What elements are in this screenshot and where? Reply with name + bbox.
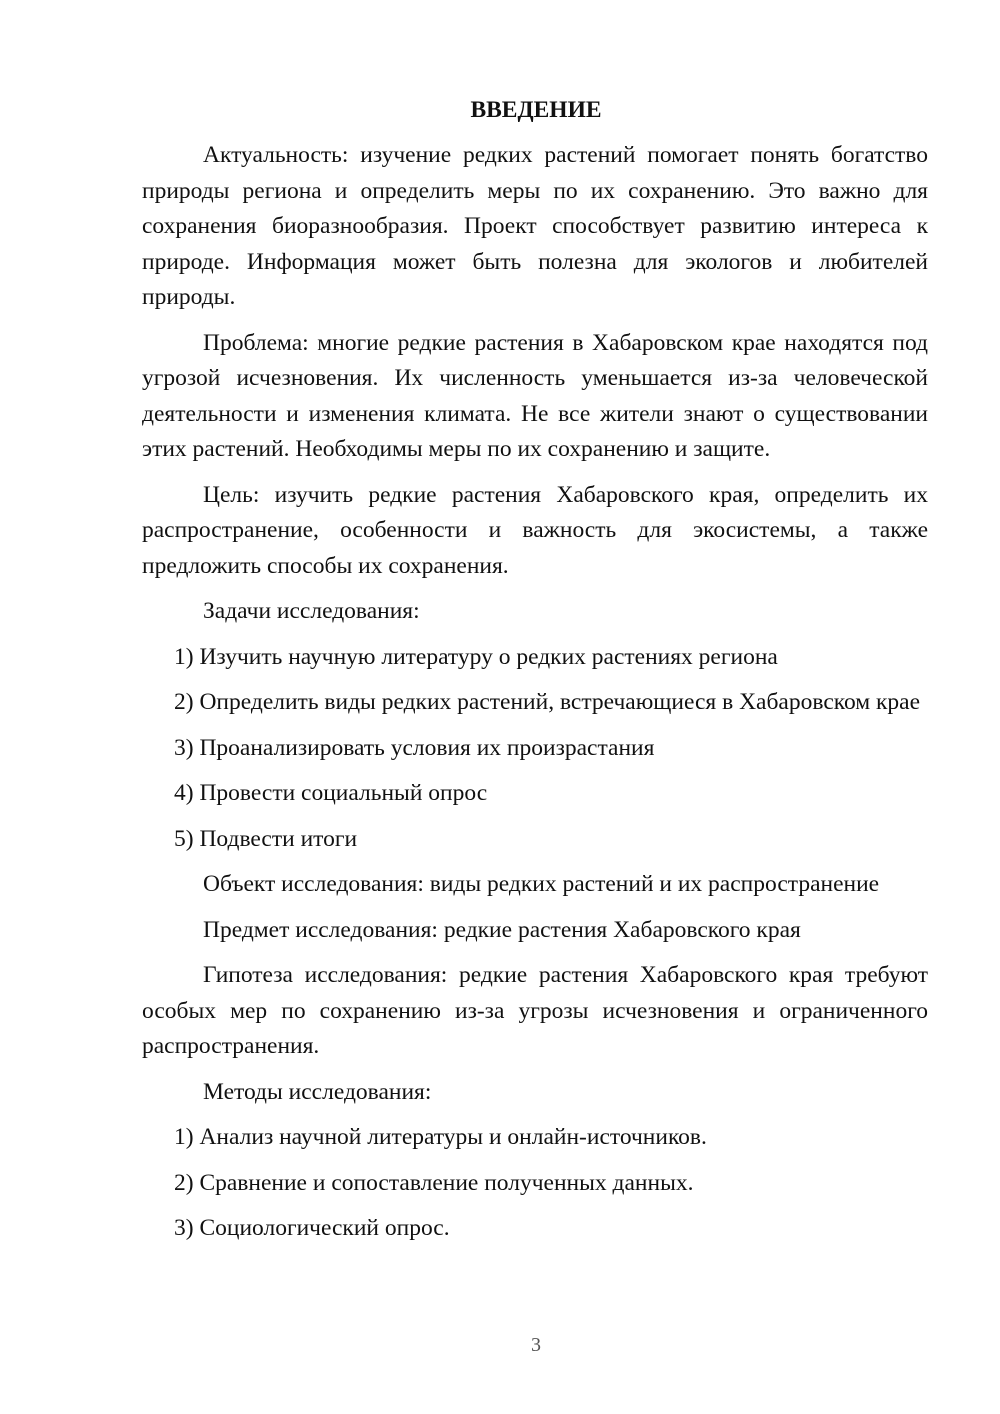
task-item: 4) Провести социальный опрос <box>174 780 488 806</box>
task-item: 2) Определить виды редких растений, встречающиеся в Хабаровском крае <box>174 689 921 715</box>
method-item: 3) Социологический опрос. <box>174 1215 450 1241</box>
method-item: 1) Анализ научной литературы и онлайн-источников. <box>174 1124 707 1150</box>
section-title: ВВЕДЕНИЕ <box>470 97 602 123</box>
hypothesis-paragraph: Гипотеза исследования: редкие растения Хабаровского края требуют особых мер по сохранению из-за угрозы исчезновения и ограниченного распространения. <box>142 962 928 1059</box>
method-item: 2) Сравнение и сопоставление полученных данных. <box>174 1169 694 1196</box>
page-number: 3 <box>531 1334 541 1356</box>
subject-paragraph: Предмет исследования: редкие растения Хабаровского края <box>203 916 801 943</box>
page-content <box>142 92 928 1257</box>
methods-heading: Методы исследования: <box>203 1078 432 1105</box>
goal-paragraph: Цель: изучить редкие растения Хабаровского края, определить их распространение, особенности и важность для экосистемы, а также предложить способы их сохранения. <box>142 481 928 579</box>
object-paragraph: Объект исследования: виды редких растений и их распространение <box>203 871 880 897</box>
task-item: 1) Изучить научную литературу о редких растениях региона <box>174 643 778 670</box>
task-item: 3) Проанализировать условия их произрастания <box>174 734 655 761</box>
tasks-heading: Задачи исследования: <box>203 598 420 624</box>
relevance-paragraph: Актуальность: изучение редких растений помогает понять богатство природы региона и определить меры по их сохранению. Это важно для сохранения биоразнообразия. Проект способствует развитию интереса к природе. Информация может быть полезна для экологов и любителей природы. <box>142 142 928 310</box>
task-item: 5) Подвести итоги <box>174 825 358 852</box>
problem-paragraph: Проблема: многие редкие растения в Хабаровском крае находятся под угрозой исчезновения. Их численность уменьшается из-за человеческой деятельности и изменения климата. Не все жители знают о существовании этих растений. Необходимы меры по их сохранению и защите. <box>142 329 928 462</box>
